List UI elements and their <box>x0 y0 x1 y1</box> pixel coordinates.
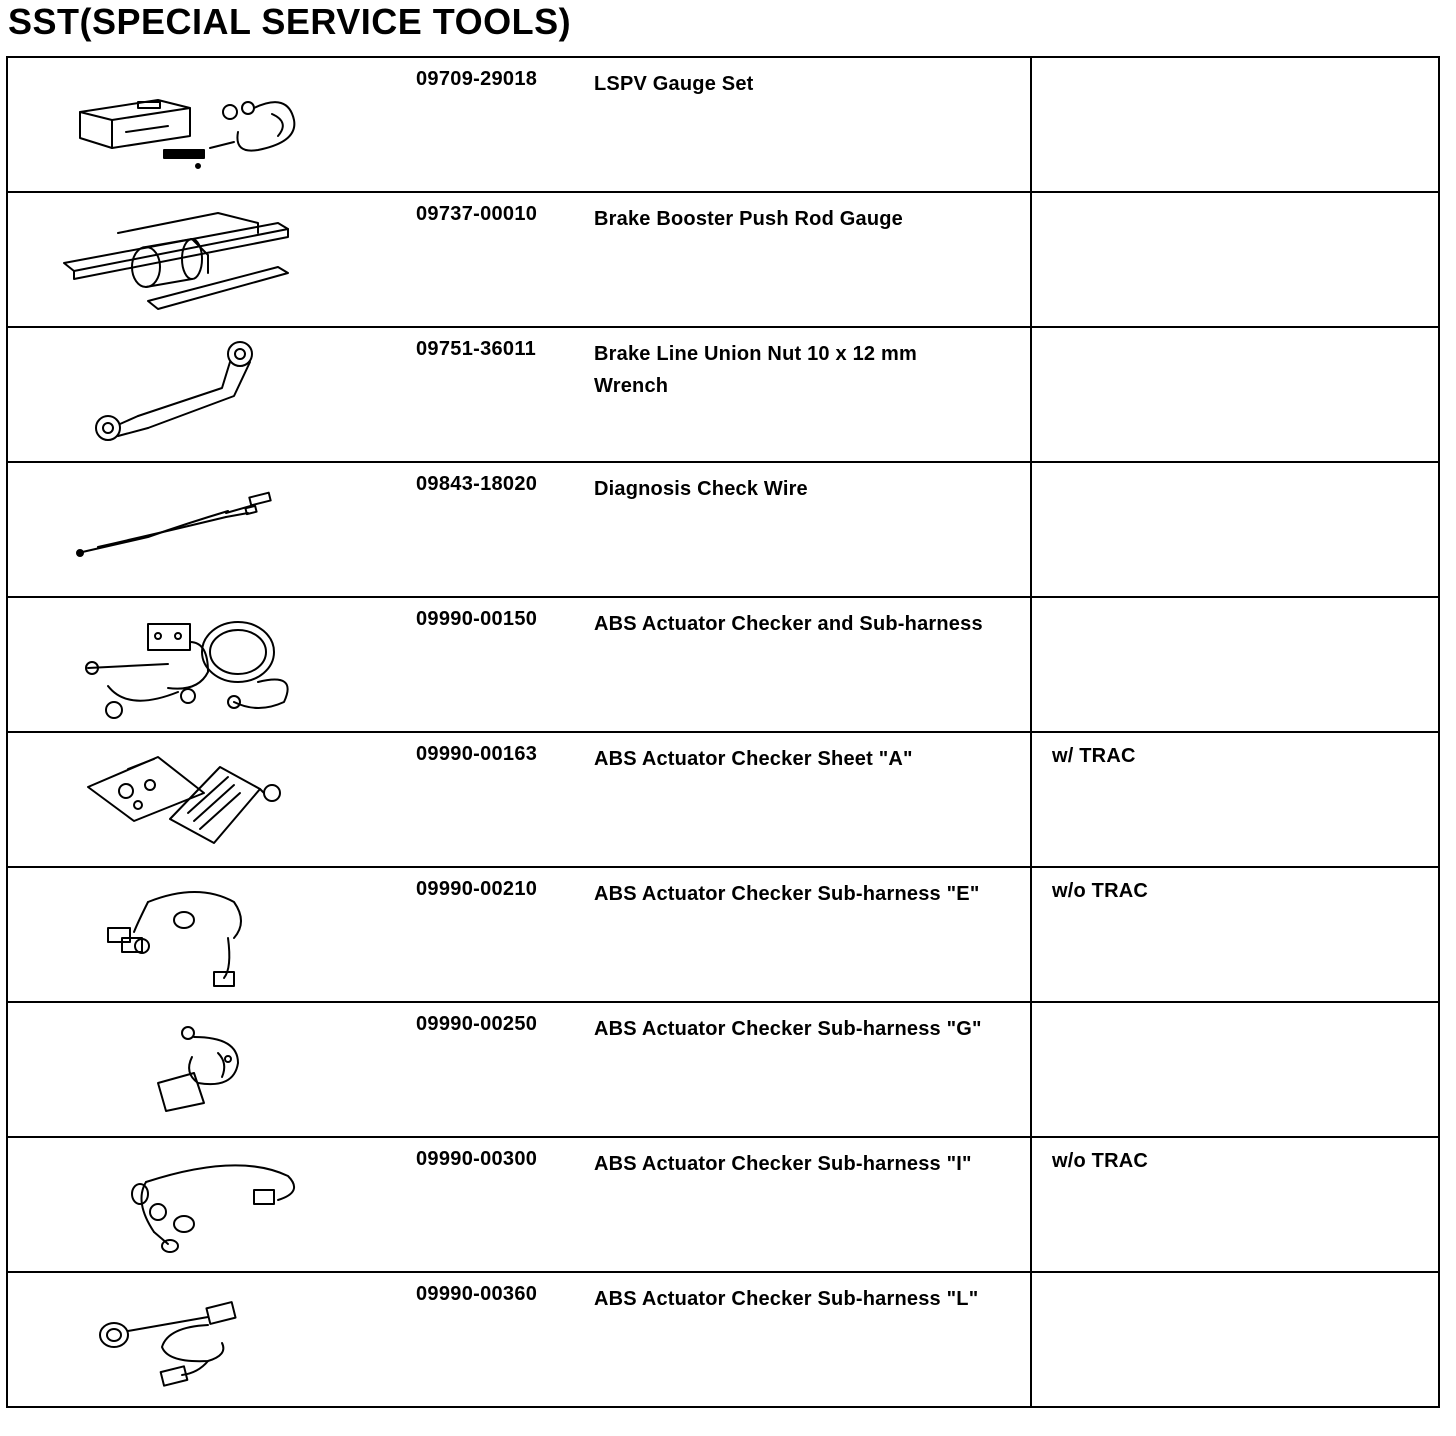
tool-cell <box>7 462 1031 597</box>
tool-name: Brake Line Union Nut 10 x 12 mm Wrench <box>594 343 917 397</box>
table-row <box>7 597 1439 732</box>
tool-name: Brake Booster Push Rod Gauge <box>594 208 903 230</box>
tool-name: ABS Actuator Checker and Sub-harness <box>594 613 983 635</box>
applicability-note: w/ TRAC <box>1052 745 1136 767</box>
note-cell <box>1031 1002 1439 1137</box>
table-row <box>7 867 1439 1002</box>
part-number: 09990-00250 <box>416 1013 538 1035</box>
sst-table <box>6 56 1440 1408</box>
tool-name: LSPV Gauge Set <box>594 73 754 95</box>
tool-name: ABS Actuator Checker Sub-harness "I" <box>594 1153 972 1175</box>
tool-cell <box>7 1272 1031 1407</box>
applicability-note <box>1032 598 1438 610</box>
note-cell <box>1031 1272 1439 1407</box>
applicability-note <box>1032 463 1438 475</box>
tool-cell <box>7 192 1031 327</box>
note-cell <box>1031 57 1439 192</box>
tool-name: ABS Actuator Checker Sub-harness "L" <box>594 1288 979 1310</box>
table-row <box>7 192 1439 327</box>
sub-harness-g-icon <box>58 1007 358 1135</box>
table-row <box>7 327 1439 462</box>
tool-cell <box>7 327 1031 462</box>
sub-harness-i-icon <box>58 1142 358 1270</box>
table-row <box>7 1272 1439 1407</box>
tool-cell <box>7 1137 1031 1272</box>
table-row <box>7 1137 1439 1272</box>
union-nut-wrench-icon <box>58 332 358 460</box>
table-row <box>7 1002 1439 1137</box>
tool-cell <box>7 597 1031 732</box>
applicability-note <box>1032 1273 1438 1285</box>
tool-cell <box>7 1002 1031 1137</box>
part-number: 09990-00360 <box>416 1283 538 1305</box>
applicability-note <box>1032 193 1438 205</box>
part-number: 09990-00210 <box>416 878 538 900</box>
part-number: 09990-00300 <box>416 1148 538 1170</box>
check-wire-icon <box>58 467 358 595</box>
tool-name: ABS Actuator Checker Sub-harness "G" <box>594 1018 982 1040</box>
part-number: 09737-00010 <box>416 203 538 225</box>
note-cell <box>1031 1137 1439 1272</box>
checker-sheet-icon <box>58 737 358 865</box>
note-cell <box>1031 732 1439 867</box>
applicability-note <box>1032 328 1438 340</box>
table-row <box>7 732 1439 867</box>
tool-name: ABS Actuator Checker Sheet "A" <box>594 748 913 770</box>
tool-name: ABS Actuator Checker Sub-harness "E" <box>594 883 980 905</box>
table-row <box>7 57 1439 192</box>
applicability-note: w/o TRAC <box>1052 880 1149 902</box>
table-row <box>7 462 1439 597</box>
note-cell <box>1031 867 1439 1002</box>
applicability-note <box>1032 1003 1438 1015</box>
lspv-gauge-set-icon <box>58 62 358 190</box>
part-number: 09709-29018 <box>416 68 538 90</box>
applicability-note: w/o TRAC <box>1052 1150 1149 1172</box>
part-number: 09990-00163 <box>416 743 538 765</box>
part-number: 09990-00150 <box>416 608 538 630</box>
actuator-checker-harness-icon <box>58 602 358 730</box>
part-number: 09843-18020 <box>416 473 538 495</box>
sub-harness-e-icon <box>58 872 358 1000</box>
tool-cell <box>7 867 1031 1002</box>
page-title: SST(SPECIAL SERVICE TOOLS) <box>8 1 572 42</box>
tool-name: Diagnosis Check Wire <box>594 478 808 500</box>
note-cell <box>1031 597 1439 732</box>
part-number: 09751-36011 <box>416 338 537 360</box>
applicability-note <box>1032 58 1438 70</box>
note-cell <box>1031 462 1439 597</box>
note-cell <box>1031 192 1439 327</box>
tool-cell <box>7 732 1031 867</box>
note-cell <box>1031 327 1439 462</box>
push-rod-gauge-icon <box>58 197 358 325</box>
sub-harness-l-icon <box>58 1277 358 1405</box>
tool-cell <box>7 57 1031 192</box>
